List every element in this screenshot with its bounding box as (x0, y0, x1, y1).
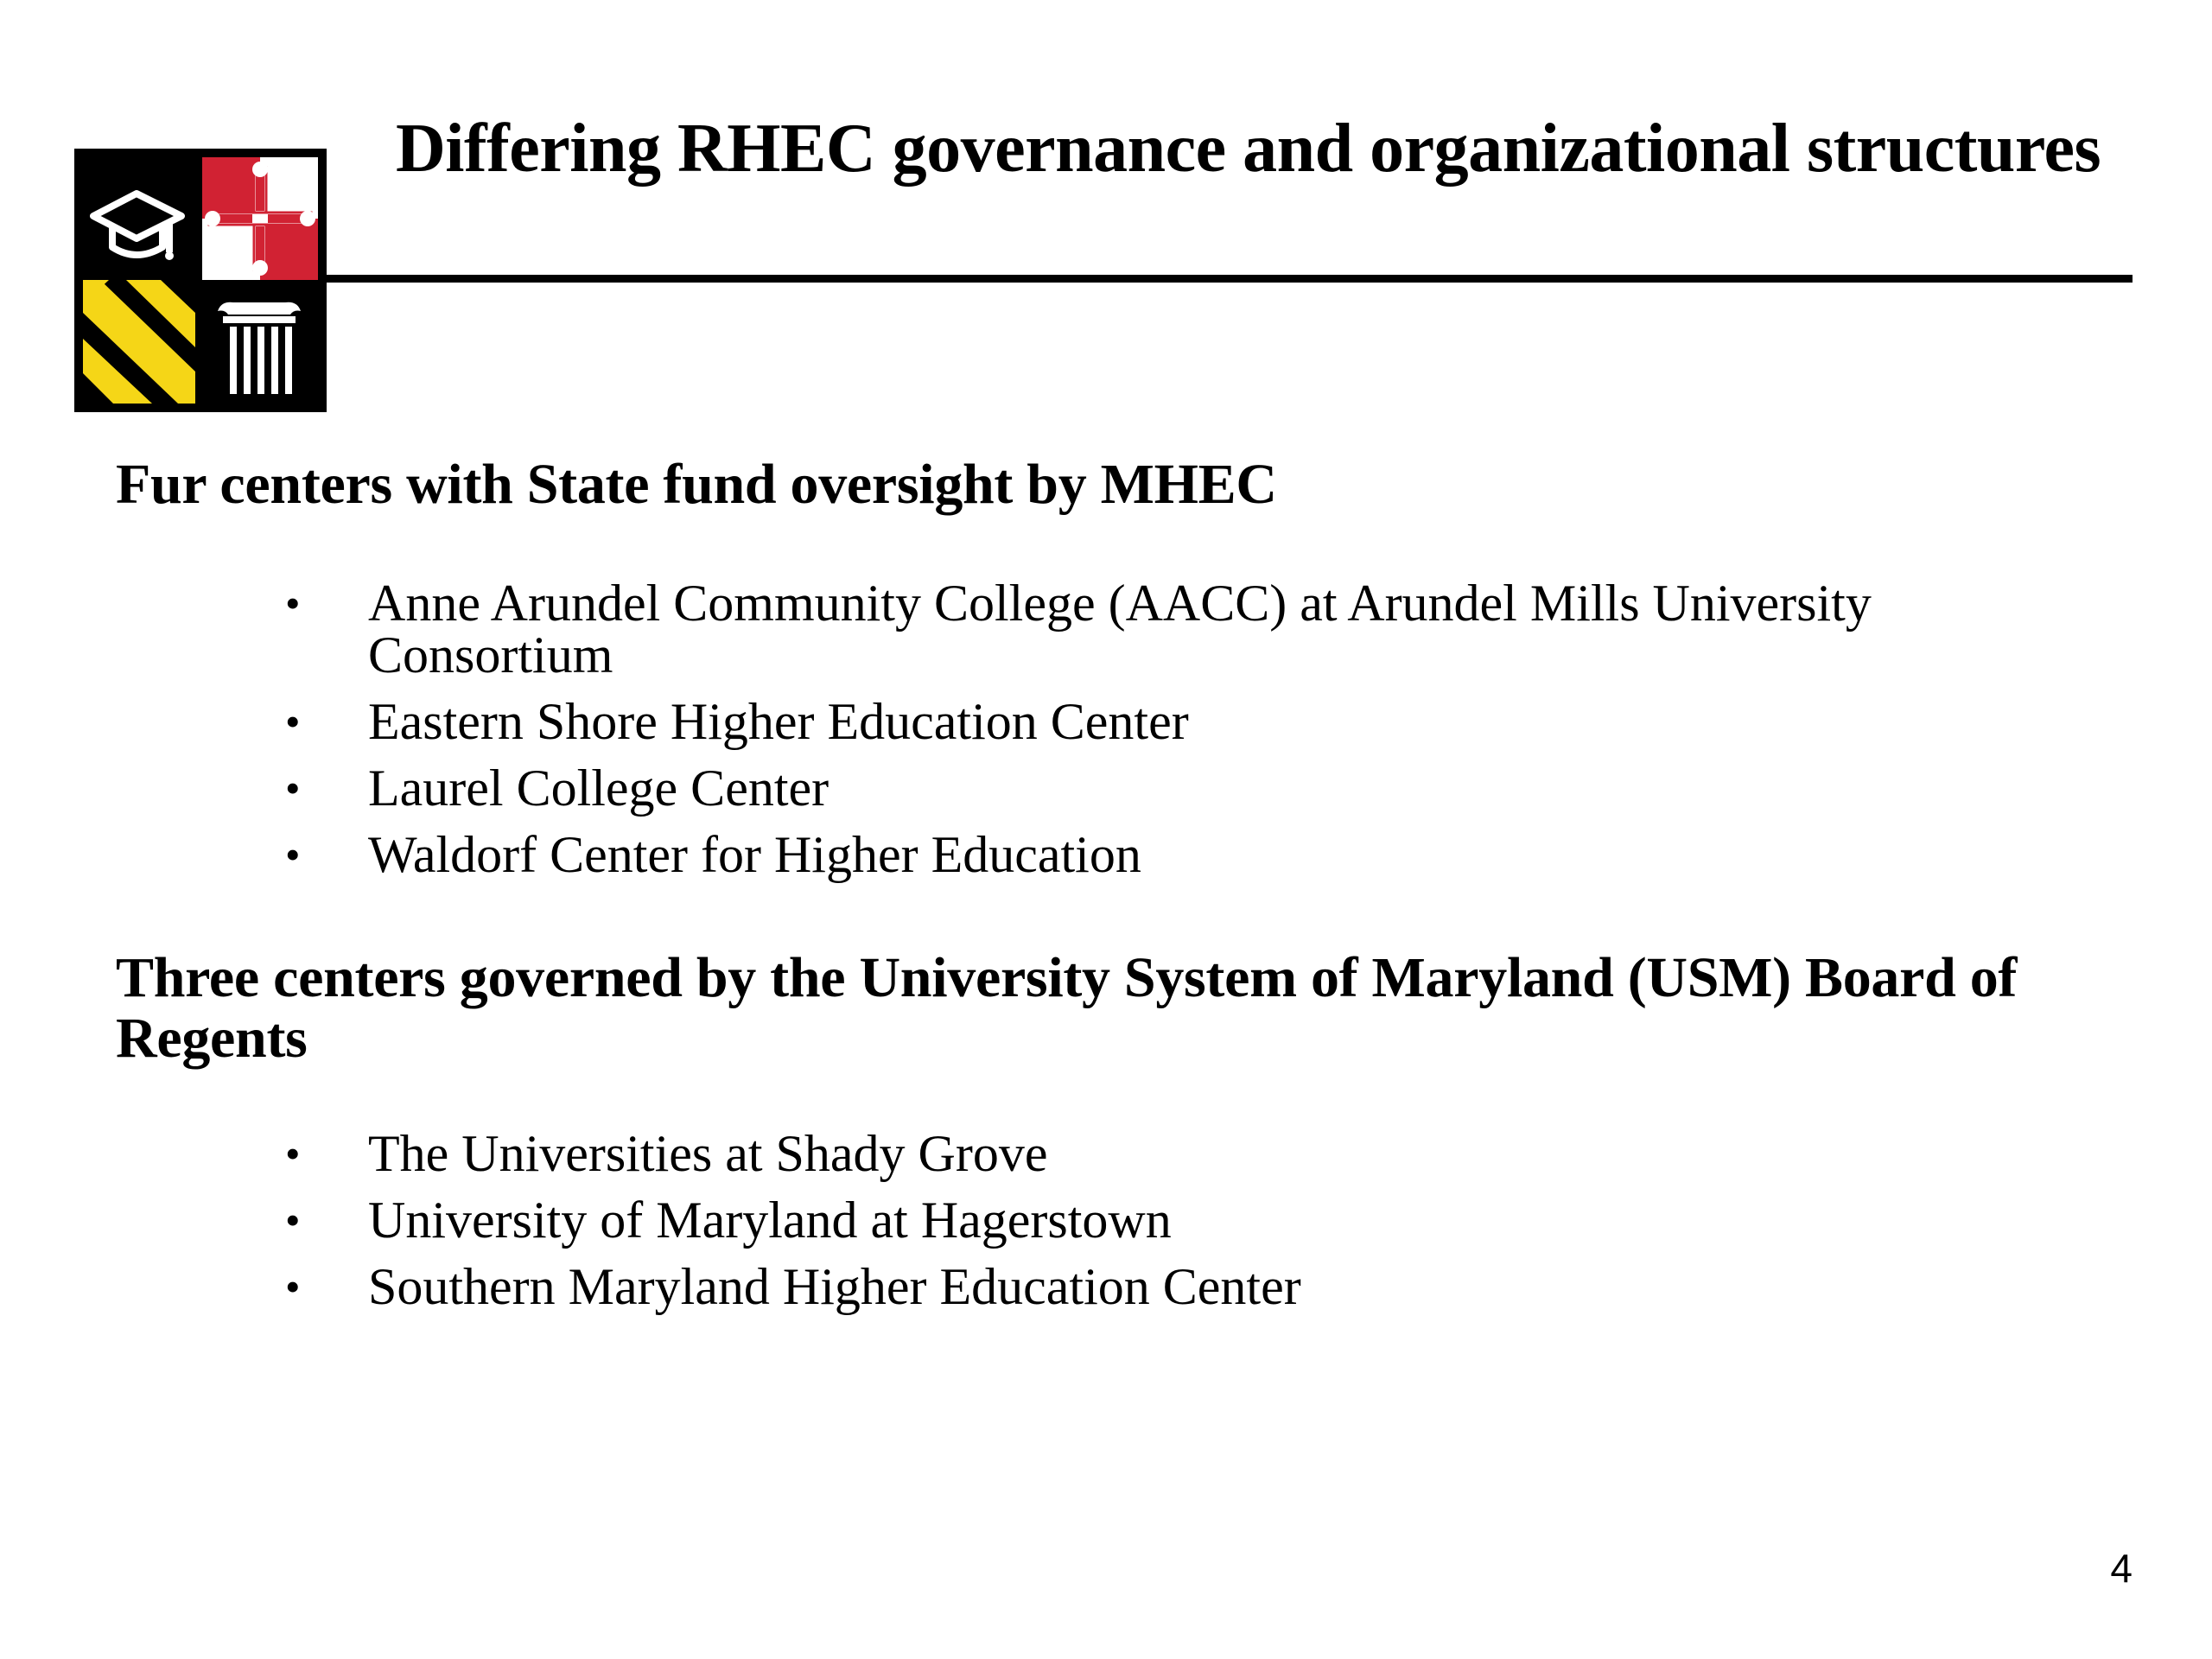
bullet-icon: • (285, 830, 301, 879)
list-item (276, 577, 2091, 681)
bullet-icon: • (285, 764, 301, 812)
section-heading-mhec: Fur centers with State fund oversight by MHEC (116, 453, 1277, 516)
bullet-icon: • (285, 1129, 301, 1178)
list-item (276, 693, 2091, 750)
section-heading-usm: Three centers governed by the University System of Maryland (USM) Board of Regents (116, 946, 2018, 1070)
list-item (276, 826, 2091, 883)
list-item (276, 760, 2091, 817)
list-item-text: University of Maryland at Hagerstown (368, 1192, 1172, 1249)
mhec-logo (74, 149, 327, 412)
list-item (276, 1192, 2091, 1249)
list-item-text: Eastern Shore Higher Education Center (368, 693, 1189, 750)
maryland-checker-icon (83, 280, 195, 404)
maryland-cross-icon (202, 157, 318, 280)
list-item (276, 1258, 2091, 1315)
mhec-centers-list (276, 577, 2091, 895)
list-item-text: The Universities at Shady Grove (368, 1125, 1048, 1182)
usm-centers-list (276, 1125, 2091, 1327)
list-item-text: Southern Maryland Higher Education Center (368, 1258, 1301, 1315)
bullet-icon: • (285, 1196, 301, 1244)
list-item-text: Laurel College Center (368, 760, 830, 817)
slide-title: Differing RHEC governance and organizational structures (396, 111, 2101, 187)
bullet-icon: • (285, 579, 301, 627)
list-item-text: Anne Arundel Community College (AACC) at Arundel Mills University Consortium (368, 575, 1872, 683)
list-item-text: Waldorf Center for Higher Education (368, 826, 1141, 883)
page-number: 4 (2110, 1546, 2133, 1591)
bullet-icon: • (285, 697, 301, 746)
bullet-icon: • (285, 1262, 301, 1311)
list-item (276, 1125, 2091, 1182)
title-underline (327, 275, 2133, 283)
